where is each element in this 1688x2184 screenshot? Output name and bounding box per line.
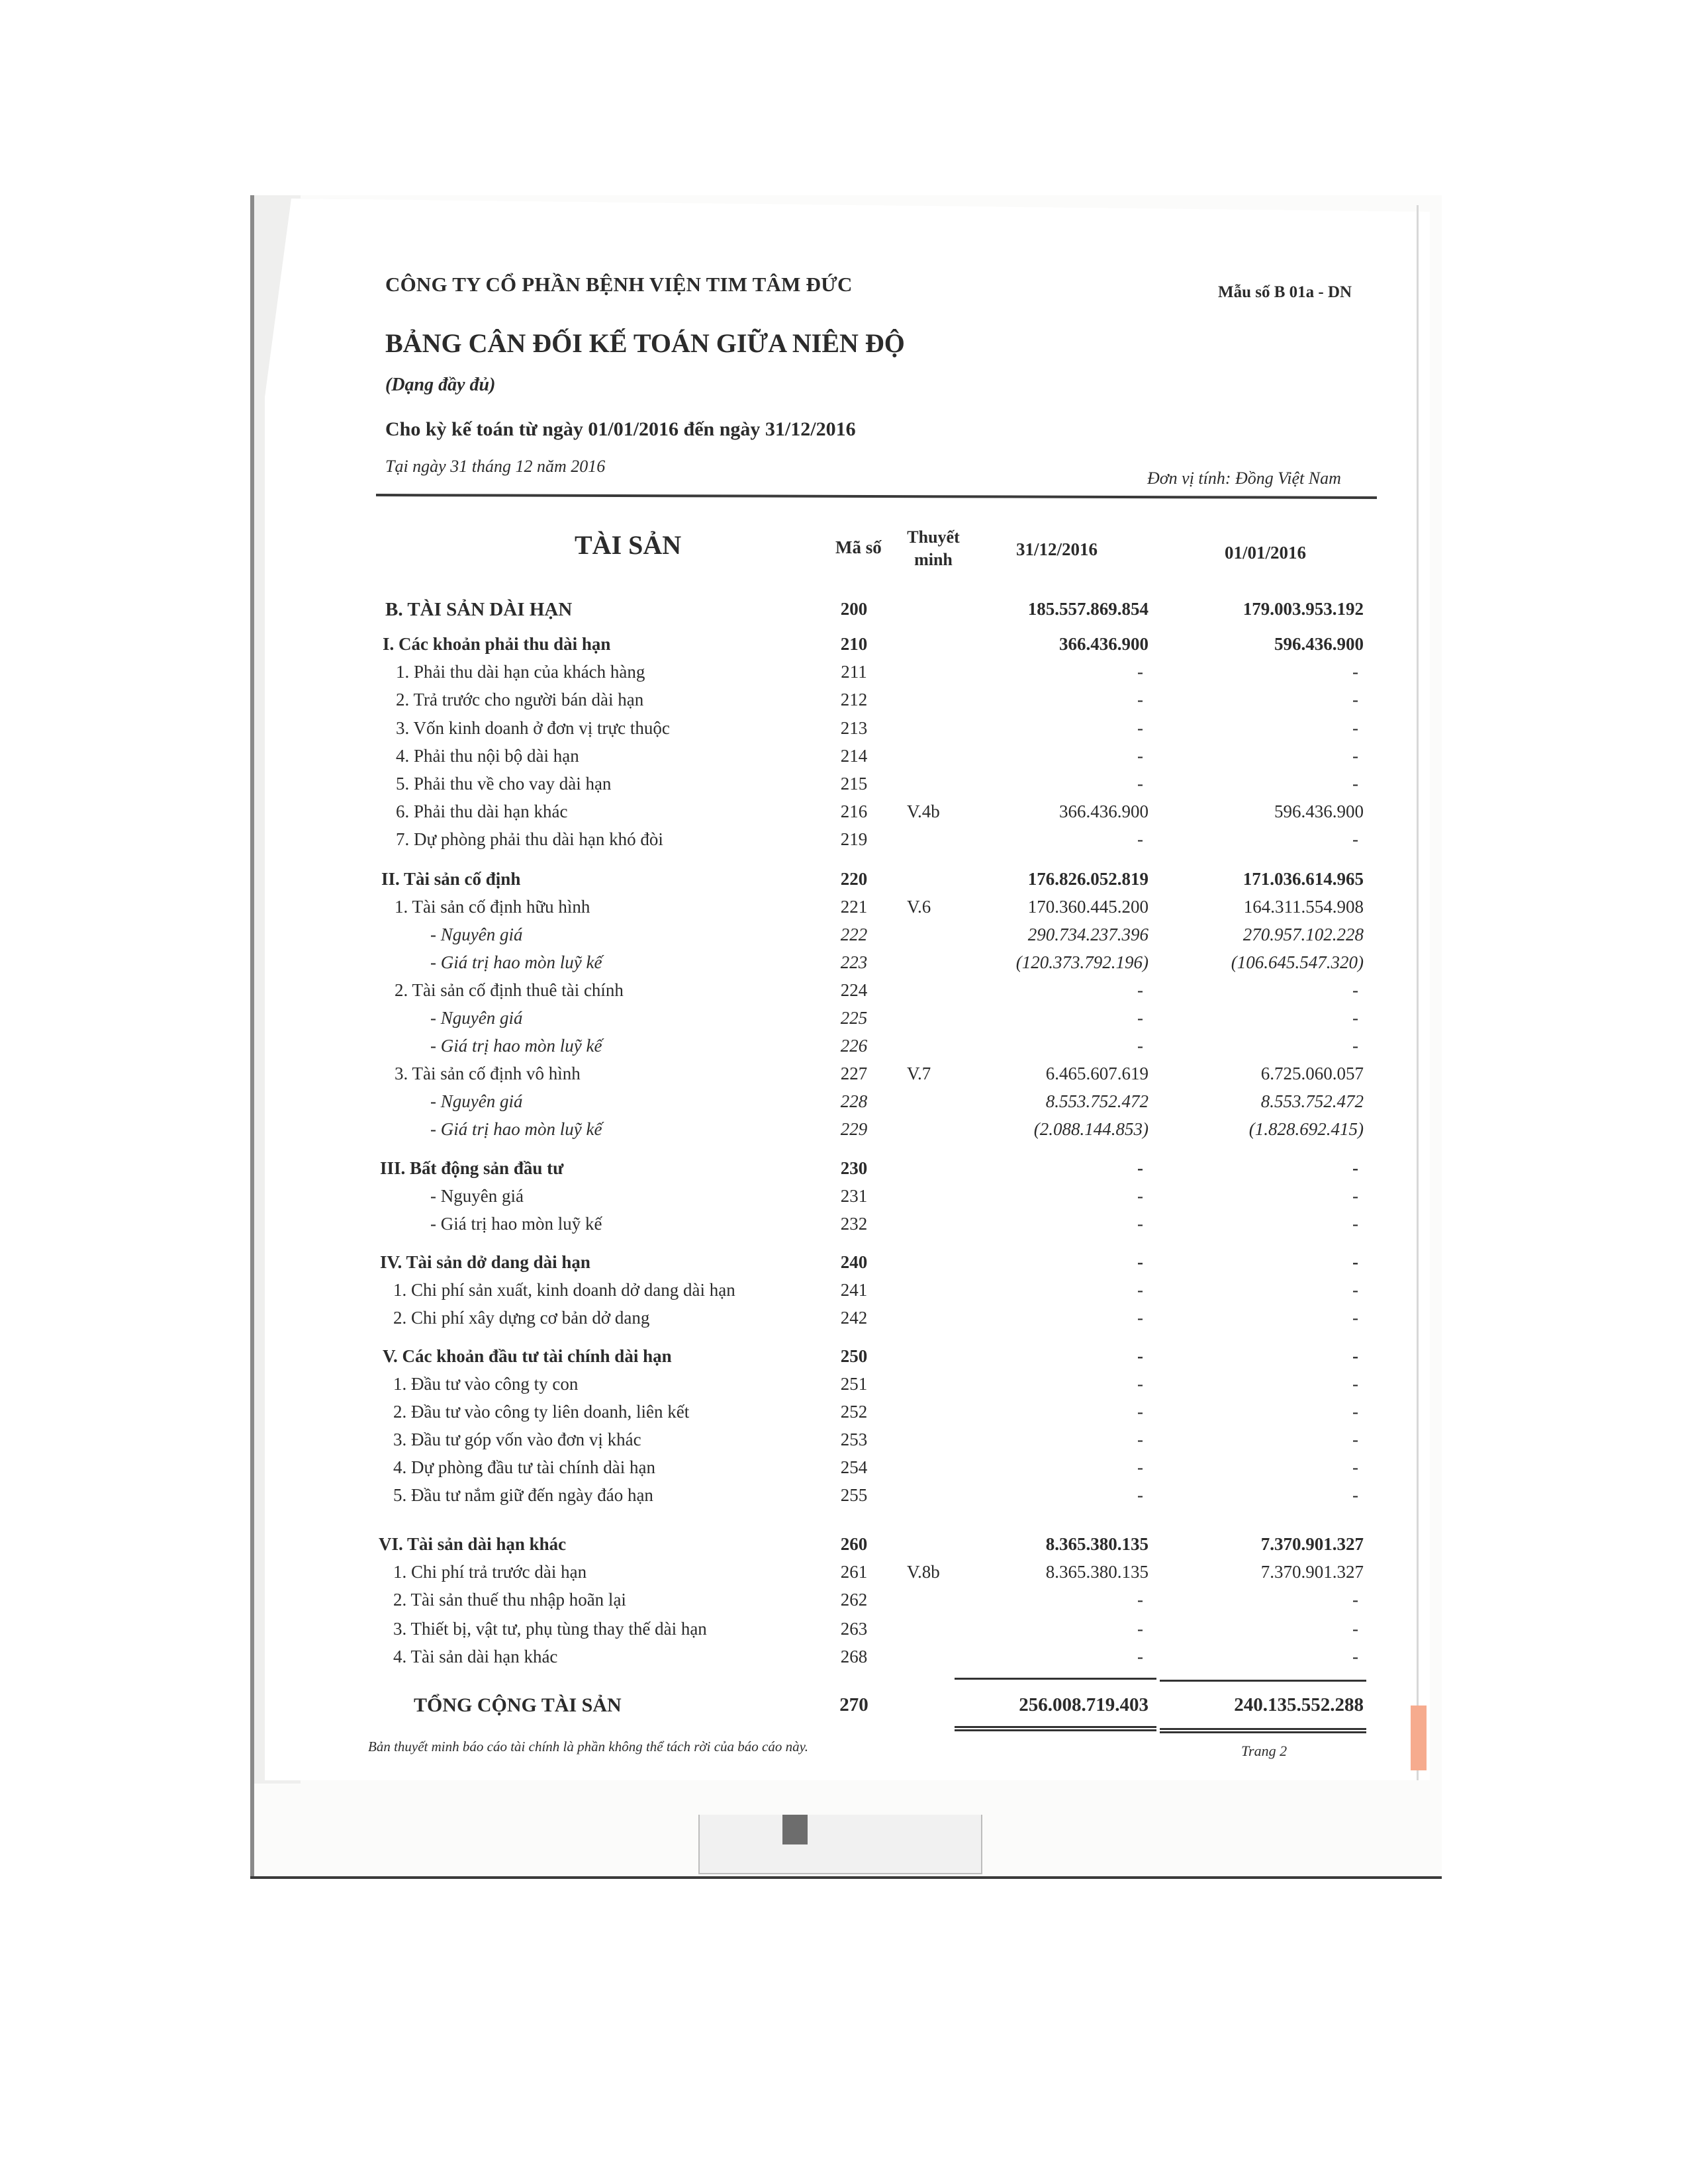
table-row (0, 1346, 1688, 1373)
value-31-12-2016: - (1137, 1346, 1143, 1366)
row-code: 252 (840, 1402, 868, 1422)
value-01-01-2016: - (1352, 1590, 1358, 1610)
row-label: IV. Tài sản dở dang dài hạn (380, 1252, 590, 1272)
value-31-12-2016: - (1137, 1374, 1143, 1394)
value-01-01-2016: - (1352, 1008, 1358, 1028)
value-01-01-2016: - (1352, 662, 1358, 682)
row-label: - Giá trị hao mòn luỹ kế (430, 1119, 602, 1139)
row-code: 255 (840, 1485, 868, 1505)
value-31-12-2016: - (1137, 1619, 1143, 1639)
row-code: 215 (840, 774, 868, 794)
binder-clip (782, 1815, 808, 1844)
row-note: V.6 (907, 897, 931, 917)
row-label: 2. Đầu tư vào công ty liên doanh, liên kết (393, 1402, 690, 1422)
row-note: V.4b (907, 801, 940, 821)
value-01-01-2016: (106.645.547.320) (1231, 952, 1364, 972)
row-label: 3. Thiết bị, vật tư, phụ tùng thay thế dài hạn (393, 1619, 707, 1639)
value-01-01-2016: - (1352, 1647, 1358, 1666)
row-label: 4. Tài sản dài hạn khác (393, 1647, 558, 1666)
value-31-12-2016: - (1137, 1158, 1143, 1178)
row-code: 250 (840, 1346, 868, 1366)
row-note: V.8b (907, 1562, 940, 1582)
document-subtitle: (Dạng đầy đủ) (385, 375, 496, 395)
reporting-period: Cho kỳ kế toán từ ngày 01/01/2016 đến ngày 31/12/2016 (385, 418, 856, 440)
row-label: B. TÀI SẢN DÀI HẠN (385, 599, 573, 620)
table-row (0, 662, 1688, 688)
row-label: 1. Chi phí sản xuất, kinh doanh dở dang dài hạn (393, 1280, 735, 1300)
table-row (0, 1402, 1688, 1428)
value-01-01-2016: - (1352, 829, 1358, 849)
row-label: 5. Đầu tư nắm giữ đến ngày đáo hạn (393, 1485, 653, 1505)
row-label: 5. Phải thu về cho vay dài hạn (396, 774, 612, 794)
value-31-12-2016: - (1137, 1647, 1143, 1666)
value-01-01-2016: 7.370.901.327 (1260, 1534, 1364, 1554)
row-label: 6. Phải thu dài hạn khác (396, 801, 568, 821)
table-row (0, 897, 1688, 923)
value-31-12-2016: - (1137, 1186, 1143, 1206)
value-01-01-2016: - (1352, 1430, 1358, 1449)
row-label: III. Bất động sản đầu tư (380, 1158, 564, 1178)
value-31-12-2016: 366.436.900 (1059, 634, 1149, 654)
row-label: - Nguyên giá (430, 1186, 524, 1206)
table-row (0, 1036, 1688, 1062)
row-code: 268 (840, 1647, 868, 1666)
total-double-rule-col1 (955, 1726, 1156, 1731)
value-31-12-2016: 176.826.052.819 (1027, 869, 1149, 889)
row-label: 3. Vốn kinh doanh ở đơn vị trực thuộc (396, 718, 670, 738)
row-code: 222 (840, 925, 868, 944)
value-01-01-2016: 8.553.752.472 (1260, 1091, 1364, 1111)
scanner-tray (698, 1815, 982, 1874)
row-code: 220 (840, 869, 868, 889)
row-code: 210 (840, 634, 868, 654)
value-01-01-2016: 171.036.614.965 (1243, 869, 1364, 889)
document-title: BẢNG CÂN ĐỐI KẾ TOÁN GIỮA NIÊN ĐỘ (385, 328, 905, 358)
value-01-01-2016: 179.003.953.192 (1243, 599, 1364, 619)
value-31-12-2016: - (1137, 1214, 1143, 1234)
row-label: 2. Chi phí xây dựng cơ bản dở dang (393, 1308, 650, 1328)
row-code: 219 (840, 829, 868, 849)
value-01-01-2016: - (1352, 1158, 1358, 1178)
value-01-01-2016: 596.436.900 (1274, 801, 1364, 821)
value-01-01-2016: - (1352, 1214, 1358, 1234)
value-31-12-2016: - (1137, 980, 1143, 1000)
value-31-12-2016: - (1137, 1252, 1143, 1272)
value-31-12-2016: 8.365.380.135 (1045, 1534, 1149, 1554)
value-31-12-2016: (120.373.792.196) (1015, 952, 1149, 972)
row-label: 2. Trả trước cho người bán dài hạn (396, 690, 644, 709)
table-row (0, 869, 1688, 895)
row-code: 260 (840, 1534, 868, 1554)
row-label: 4. Dự phòng đầu tư tài chính dài hạn (393, 1457, 655, 1477)
value-31-12-2016: - (1137, 718, 1143, 738)
scanner-bottom-edge (250, 1876, 1442, 1879)
row-code: 270 (839, 1694, 868, 1715)
page-number: Trang 2 (1241, 1743, 1288, 1759)
value-01-01-2016: (1.828.692.415) (1248, 1119, 1364, 1139)
table-row (0, 1119, 1688, 1146)
table-row (0, 1590, 1688, 1616)
row-code: 229 (840, 1119, 868, 1139)
row-code: 262 (840, 1590, 868, 1610)
currency-unit: Đơn vị tính: Đồng Việt Nam (1147, 469, 1341, 488)
row-code: 200 (840, 599, 868, 619)
row-code: 263 (840, 1619, 868, 1639)
value-01-01-2016: - (1352, 1457, 1358, 1477)
table-row (0, 1280, 1688, 1306)
row-label: 4. Phải thu nội bộ dài hạn (396, 746, 579, 766)
as-of-date: Tại ngày 31 tháng 12 năm 2016 (385, 457, 606, 476)
row-label: - Giá trị hao mòn luỹ kế (430, 1214, 602, 1234)
row-code: 232 (840, 1214, 868, 1234)
row-code: 251 (840, 1374, 868, 1394)
row-label: VI. Tài sản dài hạn khác (379, 1534, 567, 1554)
row-code: 223 (840, 952, 868, 972)
value-31-12-2016: 8.553.752.472 (1045, 1091, 1149, 1111)
value-01-01-2016: - (1352, 1485, 1358, 1505)
value-01-01-2016: 164.311.554.908 (1243, 897, 1364, 917)
value-01-01-2016: 596.436.900 (1274, 634, 1364, 654)
row-code: 212 (840, 690, 868, 709)
table-row (0, 718, 1688, 745)
value-01-01-2016: - (1352, 1402, 1358, 1422)
row-code: 231 (840, 1186, 868, 1206)
value-01-01-2016: - (1352, 718, 1358, 738)
value-31-12-2016: - (1137, 662, 1143, 682)
value-31-12-2016: 256.008.719.403 (1019, 1694, 1149, 1715)
footnote: Bản thuyết minh báo cáo tài chính là phần không thể tách rời của báo cáo này. (368, 1739, 809, 1754)
value-01-01-2016: - (1352, 1308, 1358, 1328)
row-label: 3. Đầu tư góp vốn vào đơn vị khác (393, 1430, 641, 1449)
row-code: 216 (840, 801, 868, 821)
row-code: 253 (840, 1430, 868, 1449)
value-01-01-2016: - (1352, 1036, 1358, 1056)
table-row (0, 1534, 1688, 1561)
table-row (0, 952, 1688, 979)
row-note: V.7 (907, 1064, 931, 1083)
table-row (0, 1186, 1688, 1212)
table-row (0, 1694, 1688, 1721)
value-01-01-2016: - (1352, 1374, 1358, 1394)
row-label: 2. Tài sản thuế thu nhập hoãn lại (393, 1590, 626, 1610)
row-code: 230 (840, 1158, 868, 1178)
table-row (0, 1252, 1688, 1279)
total-double-rule-col2 (1160, 1728, 1366, 1733)
row-label: TỔNG CỘNG TÀI SẢN (414, 1694, 622, 1716)
value-01-01-2016: - (1352, 1346, 1358, 1366)
value-01-01-2016: - (1352, 690, 1358, 709)
table-row (0, 1485, 1688, 1512)
value-31-12-2016: - (1137, 1008, 1143, 1028)
table-row (0, 774, 1688, 800)
table-row (0, 1158, 1688, 1185)
value-01-01-2016: - (1352, 746, 1358, 766)
company-name: CÔNG TY CỔ PHẦN BỆNH VIỆN TIM TÂM ĐỨC (385, 273, 853, 296)
column-header-code: Mã số (835, 537, 882, 557)
row-code: 214 (840, 746, 868, 766)
row-code: 228 (840, 1091, 868, 1111)
row-code: 225 (840, 1008, 868, 1028)
value-01-01-2016: 270.957.102.228 (1243, 925, 1364, 944)
value-31-12-2016: 8.365.380.135 (1045, 1562, 1149, 1582)
table-row (0, 1374, 1688, 1400)
row-code: 227 (840, 1064, 868, 1083)
value-31-12-2016: - (1137, 1402, 1143, 1422)
row-code: 213 (840, 718, 868, 738)
row-code: 224 (840, 980, 868, 1000)
table-row (0, 1091, 1688, 1118)
table-row (0, 801, 1688, 828)
row-label: 1. Phải thu dài hạn của khách hàng (396, 662, 645, 682)
column-header-date2: 01/01/2016 (1225, 543, 1307, 563)
value-01-01-2016: 7.370.901.327 (1260, 1562, 1364, 1582)
value-31-12-2016: 170.360.445.200 (1027, 897, 1149, 917)
value-01-01-2016: - (1352, 1186, 1358, 1206)
table-row (0, 1562, 1688, 1588)
row-label: 7. Dự phòng phải thu dài hạn khó đòi (396, 829, 663, 849)
row-code: 242 (840, 1308, 868, 1328)
value-31-12-2016: - (1137, 690, 1143, 709)
value-31-12-2016: - (1137, 1036, 1143, 1056)
table-row (0, 925, 1688, 951)
row-code: 254 (840, 1457, 868, 1477)
row-label: I. Các khoản phải thu dài hạn (383, 634, 611, 654)
row-label: 3. Tài sản cố định vô hình (395, 1064, 581, 1083)
value-31-12-2016: - (1137, 1590, 1143, 1610)
table-row (0, 1457, 1688, 1484)
value-01-01-2016: - (1352, 774, 1358, 794)
table-row (0, 829, 1688, 856)
value-31-12-2016: - (1137, 774, 1143, 794)
row-label: 1. Đầu tư vào công ty con (393, 1374, 579, 1394)
value-31-12-2016: - (1137, 746, 1143, 766)
value-01-01-2016: - (1352, 1619, 1358, 1639)
table-row (0, 1619, 1688, 1645)
value-01-01-2016: - (1352, 980, 1358, 1000)
value-31-12-2016: 366.436.900 (1059, 801, 1149, 821)
table-row (0, 1064, 1688, 1090)
table-row (0, 1008, 1688, 1034)
row-label: - Nguyên giá (430, 1008, 523, 1028)
table-row (0, 599, 1688, 625)
row-code: 240 (840, 1252, 868, 1272)
value-01-01-2016: - (1352, 1280, 1358, 1300)
row-label: 1. Tài sản cố định hữu hình (395, 897, 590, 917)
row-code: 221 (840, 897, 868, 917)
table-row (0, 634, 1688, 660)
table-row (0, 1647, 1688, 1673)
row-label: V. Các khoản đầu tư tài chính dài hạn (383, 1346, 672, 1366)
row-label: - Giá trị hao mòn luỹ kế (430, 952, 602, 972)
table-row (0, 1430, 1688, 1456)
value-01-01-2016: 6.725.060.057 (1260, 1064, 1364, 1083)
column-header-note: Thuyết minh (907, 527, 960, 569)
row-code: 241 (840, 1280, 868, 1300)
value-31-12-2016: 185.557.869.854 (1027, 599, 1149, 619)
value-31-12-2016: 290.734.237.396 (1027, 925, 1149, 944)
subtotal-rule-col2 (1160, 1680, 1366, 1682)
column-header-assets: TÀI SẢN (575, 530, 682, 560)
value-31-12-2016: 6.465.607.619 (1045, 1064, 1149, 1083)
row-code: 261 (840, 1562, 868, 1582)
row-label: - Giá trị hao mòn luỹ kế (430, 1036, 602, 1056)
row-code: 211 (841, 662, 867, 682)
table-row (0, 1308, 1688, 1334)
value-31-12-2016: - (1137, 1280, 1143, 1300)
row-label: 2. Tài sản cố định thuê tài chính (395, 980, 624, 1000)
value-31-12-2016: - (1137, 1457, 1143, 1477)
subtotal-rule-col1 (955, 1678, 1156, 1680)
value-31-12-2016: - (1137, 1485, 1143, 1505)
table-row (0, 1214, 1688, 1240)
value-31-12-2016: - (1137, 1308, 1143, 1328)
row-label: 1. Chi phí trả trước dài hạn (393, 1562, 587, 1582)
table-row (0, 980, 1688, 1007)
value-31-12-2016: (2.088.144.853) (1033, 1119, 1149, 1139)
value-31-12-2016: - (1137, 829, 1143, 849)
table-row (0, 690, 1688, 716)
form-code: Mẫu số B 01a - DN (1218, 283, 1352, 301)
value-01-01-2016: - (1352, 1252, 1358, 1272)
row-label: - Nguyên giá (430, 925, 523, 944)
value-31-12-2016: - (1137, 1430, 1143, 1449)
row-code: 226 (840, 1036, 868, 1056)
column-header-date1: 31/12/2016 (1016, 539, 1098, 559)
table-row (0, 746, 1688, 772)
row-label: - Nguyên giá (430, 1091, 523, 1111)
value-01-01-2016: 240.135.552.288 (1234, 1694, 1364, 1715)
row-label: II. Tài sản cố định (381, 869, 521, 889)
